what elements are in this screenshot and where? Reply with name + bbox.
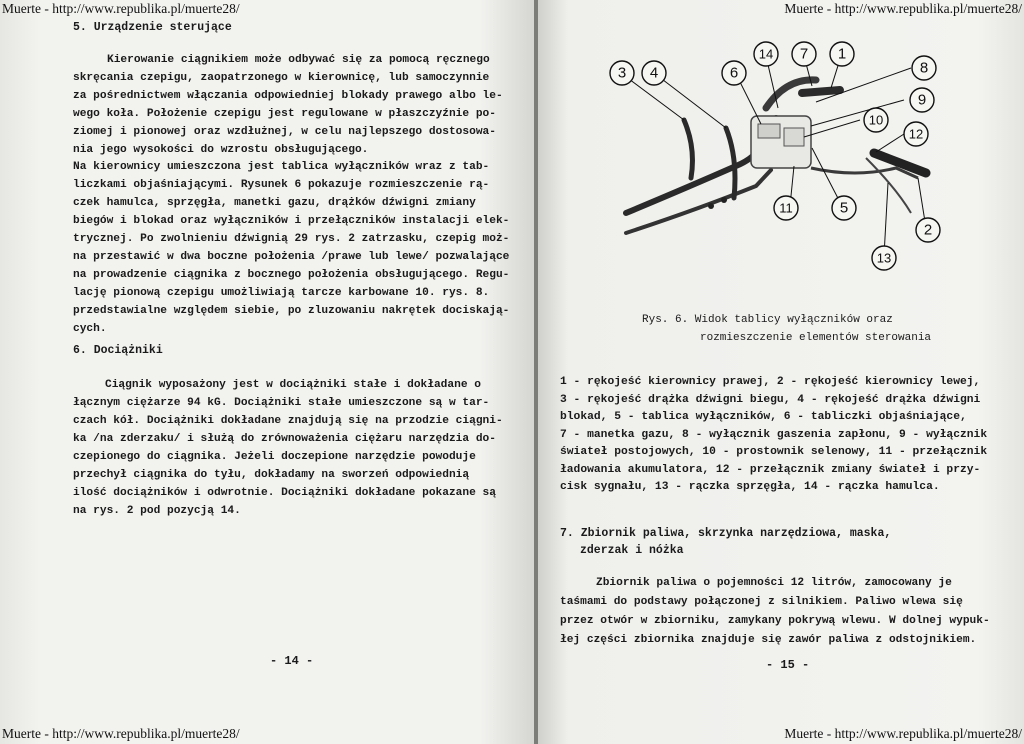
callout-label: 8 xyxy=(919,59,929,77)
callout-label: 13 xyxy=(876,250,892,266)
callout-label: 9 xyxy=(917,91,927,109)
text-line: cych. xyxy=(73,323,107,335)
callout-label: 4 xyxy=(649,64,659,82)
callout-2 xyxy=(916,218,940,242)
text-line: przez otwór w zbiorniku, zamykany pokrywą wlewu. W dolnej wypuk- xyxy=(560,615,990,627)
legend-line: blokad, 5 - tablica wyłączników, 6 - tabliczki objaśniające, xyxy=(560,411,967,423)
figure-legend xyxy=(560,374,987,497)
callout-label: 3 xyxy=(617,64,627,82)
figure-caption-line-2: rozmieszczenie elementów sterowania xyxy=(700,332,932,344)
text-line: Na kierownicy umieszczona jest tablica wyłączników wraz z tab- xyxy=(73,161,490,173)
callout-label: 10 xyxy=(868,112,884,128)
callout-label: 12 xyxy=(908,126,924,142)
legend-line: 7 - manetka gazu, 8 - wyłącznik gaszenia zapłonu, 9 - wyłącznik xyxy=(560,428,988,441)
watermark-bottom-left: Muerte - http://www.republika.pl/muerte28/ xyxy=(2,726,240,741)
text-line: Kierowanie ciągnikiem może odbywać się za pomocą ręcznego xyxy=(107,54,490,66)
paragraph-fuel-tank xyxy=(560,574,1000,650)
callout-label: 6 xyxy=(729,64,739,82)
text-line: wego koła. Położenie czepigu jest regulowane w płaszczyźnie po- xyxy=(73,108,496,120)
text-line: przedstawialne względem siebie, po zluzowaniu nakrętek dociskają- xyxy=(73,305,510,317)
text-line: taśmami do podstawy połączonej z silnikiem. Paliwo wlewa się xyxy=(560,596,963,608)
callout-label: 2 xyxy=(923,221,933,239)
right-page xyxy=(538,0,1024,744)
page-number: - 15 - xyxy=(766,658,810,672)
section-6-heading: 6. Dociążniki xyxy=(73,344,163,357)
paragraph-ballast xyxy=(73,376,513,520)
section-5-heading: 5. Urządzenie sterujące xyxy=(73,21,232,34)
callout-1 xyxy=(830,42,854,66)
callout-label: 14 xyxy=(758,46,774,62)
text-line: biegów i blokad oraz wyłączników i przełączników instalacji elek- xyxy=(73,215,510,227)
figure-illustration xyxy=(617,38,1021,273)
text-line: na prowadzenie ciągnika z bocznego położenia obsługującego. Regu- xyxy=(73,269,510,281)
legend-line: świateł postojowych, 10 - prostownik selenowy, 11 - przełącznik xyxy=(560,446,988,458)
callout-11 xyxy=(774,196,798,220)
callout-13 xyxy=(872,246,896,270)
text-line: skręcania czepigu, zaopatrzonego w kierownicę, lub samoczynnie xyxy=(73,72,490,84)
callout-9 xyxy=(910,88,934,112)
callout-8 xyxy=(912,56,936,80)
section-7-heading-line-1: 7. Zbiornik paliwa, skrzynka narzędziowa, maska, xyxy=(560,527,892,540)
text-line: ka /na zderzaku/ i służą do zrównoważenia ciężaru narzędzia do- xyxy=(73,433,496,445)
text-line: czach kół. Dociążniki dokładane znajdują się na przodzie ciągni- xyxy=(73,415,503,427)
page-number: - 14 - xyxy=(270,654,314,668)
callout-4 xyxy=(642,61,666,85)
section-7-heading-line-2: zderzak i nóżka xyxy=(580,544,684,557)
legend-line: 1 - rękojeść kierownicy prawej, 2 - rękojeść kierownicy lewej, xyxy=(560,376,981,388)
callout-14 xyxy=(754,42,778,66)
text-line: na rys. 2 pod pozycją 14. xyxy=(73,505,241,517)
text-line: ziomej i pionowej oraz wzdłużnej, w celu najlepszego dostosowa- xyxy=(73,126,496,138)
callout-5 xyxy=(832,196,856,220)
text-line: przechył ciągnika do tyłu, dokładamy na sworzeń odpowiednią xyxy=(73,469,470,481)
callout-3 xyxy=(610,61,634,85)
legend-line: 3 - rękojeść drążka dźwigni biegu, 4 - rękojeść drążka dźwigni xyxy=(560,393,981,406)
callout-label: 11 xyxy=(779,200,793,216)
callout-12 xyxy=(904,122,928,146)
text-line: Zbiornik paliwa o pojemności 12 litrów, zamocowany je xyxy=(596,577,952,589)
text-line: łej części zbiornika znajduje się zawór paliwa z odstojnikiem. xyxy=(560,634,977,646)
callout-label: 7 xyxy=(799,45,809,63)
legend-line: cisk sygnału, 13 - rączka sprzęgła, 14 - rączka hamulca. xyxy=(560,481,940,493)
text-line: nia jego wysokości do wzrostu obsługującego. xyxy=(73,144,369,156)
figure-caption-line-1: Rys. 6. Widok tablicy wyłączników oraz xyxy=(642,314,893,326)
text-line: trycznej. Po zwolnieniu dźwignią 29 rys. 2 zatrzasku, czepig moż- xyxy=(73,233,510,245)
watermark-bottom-right: Muerte - http://www.republika.pl/muerte28/ xyxy=(784,726,1022,741)
text-line: na przestawić w dwa boczne położenia /prawe lub lewe/ pozwalające xyxy=(73,251,510,263)
paragraph-switch-panel xyxy=(73,158,513,338)
text-line: czek hamulca, sprzęgła, manetki gazu, drążków dźwigni zmiany xyxy=(73,197,476,209)
legend-line: ładowania akumulatora, 12 - przełącznik zmiany świateł i przy- xyxy=(560,463,981,476)
text-line: Ciągnik wyposażony jest w dociążniki stałe i dokładane o xyxy=(105,379,481,391)
text-line: łącznym ciężarze 94 kG. Dociążniki stałe umieszczone są w tar- xyxy=(73,397,490,409)
paragraph-steering xyxy=(73,51,513,159)
callout-6 xyxy=(722,61,746,85)
callout-label: 5 xyxy=(839,199,849,217)
text-line: za pośrednictwem włączania odpowiedniej blokady prawego albo le- xyxy=(73,90,503,102)
text-line: ilość dociążników i odwrotnie. Dociążniki dokładane pokazane są xyxy=(73,487,496,499)
watermark-top-left: Muerte - http://www.republika.pl/muerte28/ xyxy=(2,1,240,16)
callout-7 xyxy=(792,42,816,66)
callout-label: 1 xyxy=(837,45,847,63)
text-line: lację pionową czepigu umożliwiają tarcze karbowane 10. rys. 8. xyxy=(73,287,490,299)
text-line: czepionego do ciągnika. Jeżeli doczepione narzędzie powoduje xyxy=(73,451,476,463)
figure-switch-panel xyxy=(617,38,1021,273)
text-line: liczkami objaśniającymi. Rysunek 6 pokazuje rozmieszczenie rą- xyxy=(73,179,490,191)
watermark-top-right: Muerte - http://www.republika.pl/muerte28/ xyxy=(784,1,1022,16)
callout-10 xyxy=(864,108,888,132)
